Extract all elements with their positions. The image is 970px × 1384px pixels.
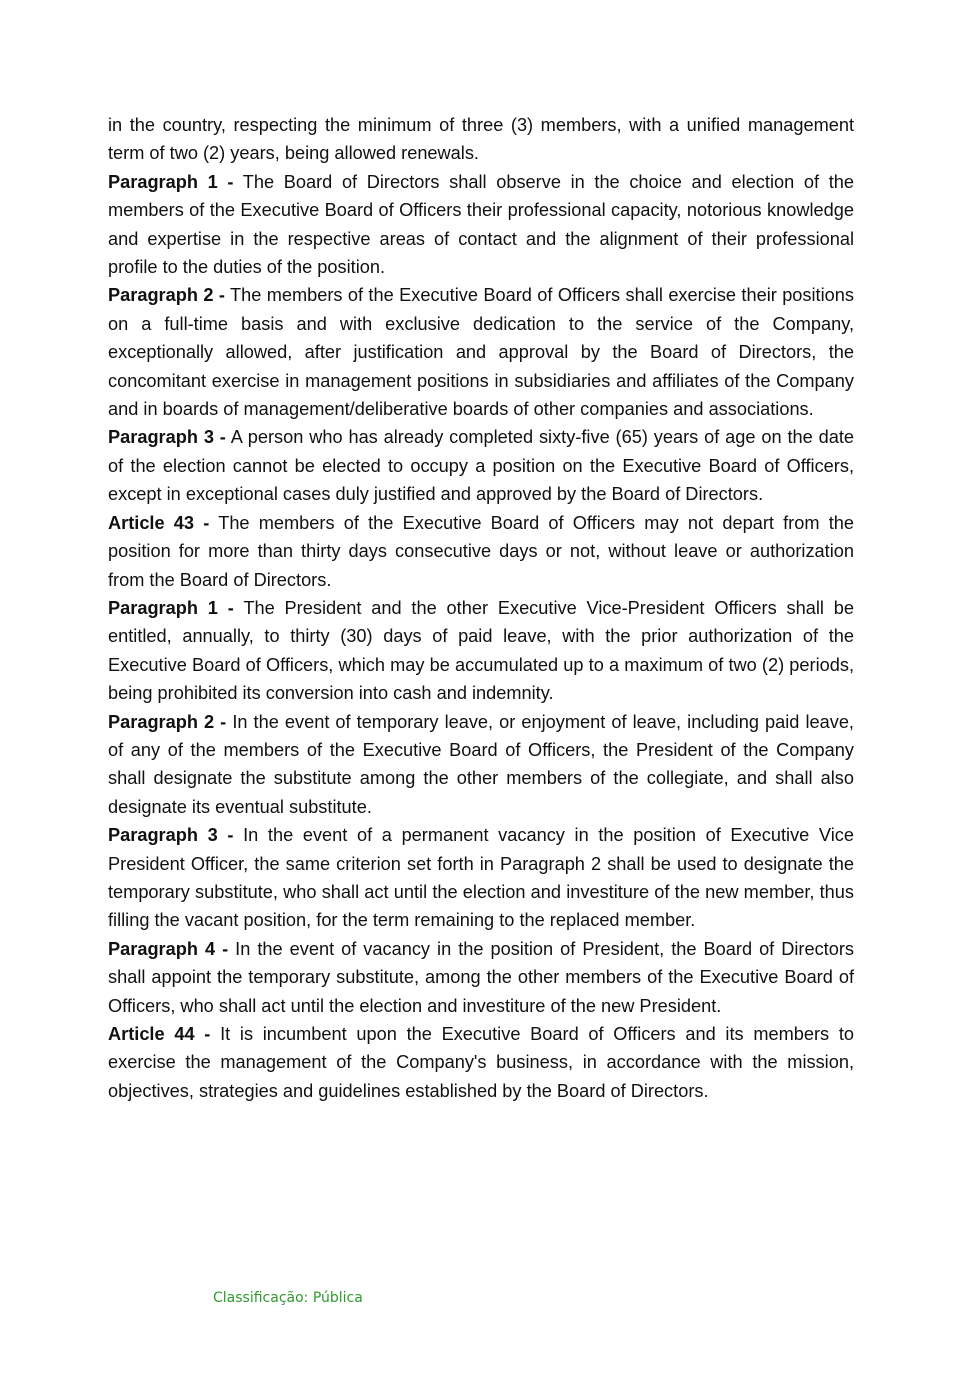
article-43-paragraph-4 — [108, 935, 854, 1020]
article-lead: Article 43 - — [108, 512, 210, 533]
paragraph-lead: Paragraph 2 - — [108, 285, 225, 306]
article-43-paragraph-3 — [108, 821, 854, 935]
paragraph-text: In the event of temporary leave, or enjoyment of leave, including paid leave, of any of the members of the Executive Board of Officers, the President of the Company shall designate the substitute among the other members of the collegiate, and shall also designate its eventual substitute. — [108, 711, 854, 817]
document-body — [108, 111, 854, 1105]
paragraph-lead: Paragraph 4 - — [108, 938, 229, 959]
paragraph-text: The members of the Executive Board of Officers shall exercise their positions on a full-time basis and with exclusive dedication to the service of the Company, exceptionally allowed, after justification and approval by the Board of Directors, the concomitant exercise in management positions in subsidiaries and affiliates of the Company and in boards of management/deliberative boards of other companies and associations. — [108, 285, 854, 420]
article-43 — [108, 509, 854, 594]
paragraph-3 — [108, 423, 854, 508]
paragraph-lead: Paragraph 1 - — [108, 597, 234, 618]
article-text: The members of the Executive Board of Officers may not depart from the position for more than thirty days consecutive days or not, without leave or authorization from the Board of Directors. — [108, 512, 854, 590]
paragraph-text: in the country, respecting the minimum of three (3) members, with a unified management term of two (2) years, being allowed renewals. — [108, 115, 854, 164]
paragraph-continuation — [108, 111, 854, 168]
paragraph-2 — [108, 281, 854, 423]
paragraph-text: A person who has already completed sixty-five (65) years of age on the date of the election cannot be elected to occupy a position on the Executive Board of Officers, except in exceptional cases duly justified and approved by the Board of Directors. — [108, 427, 854, 505]
article-43-paragraph-1 — [108, 594, 854, 708]
paragraph-text: The Board of Directors shall observe in the choice and election of the members of the Executive Board of Officers their professional capacity, notorious knowledge and expertise in the respective areas of contact and the alignment of their professional profile to the duties of the position. — [108, 171, 854, 278]
paragraph-1 — [108, 168, 854, 282]
paragraph-text: The President and the other Executive Vice-President Officers shall be entitled, annually, to thirty (30) days of paid leave, with the prior authorization of the Executive Board of Officers, which may be accumulated up to a maximum of two (2) periods, being prohibited its conversion into cash and indemnity. — [108, 597, 854, 704]
paragraph-lead: Paragraph 3 - — [108, 825, 234, 846]
paragraph-lead: Paragraph 1 - — [108, 171, 234, 192]
article-44 — [108, 1020, 854, 1105]
classification-label: Classificação: Pública — [213, 1290, 363, 1306]
article-43-paragraph-2 — [108, 708, 854, 822]
article-text: It is incumbent upon the Executive Board of Officers and its members to exercise the management of the Company's business, in accordance with the mission, objectives, strategies and guidelines established by the Board of Directors. — [108, 1024, 855, 1101]
paragraph-text: In the event of vacancy in the position of President, the Board of Directors shall appoint the temporary substitute, among the other members of the Executive Board of Officers, who shall act until the election and investiture of the new President. — [108, 938, 854, 1016]
paragraph-lead: Paragraph 2 - — [108, 711, 227, 732]
paragraph-text: In the event of a permanent vacancy in the position of Executive Vice President Officer, the same criterion set forth in Paragraph 2 shall be used to designate the temporary substitute, who shall act until the election and investiture of the new member, thus filling the vacant position, for the term remaining to the replaced member. — [108, 825, 854, 931]
paragraph-lead: Paragraph 3 - — [108, 427, 226, 448]
article-lead: Article 44 - — [108, 1024, 211, 1044]
